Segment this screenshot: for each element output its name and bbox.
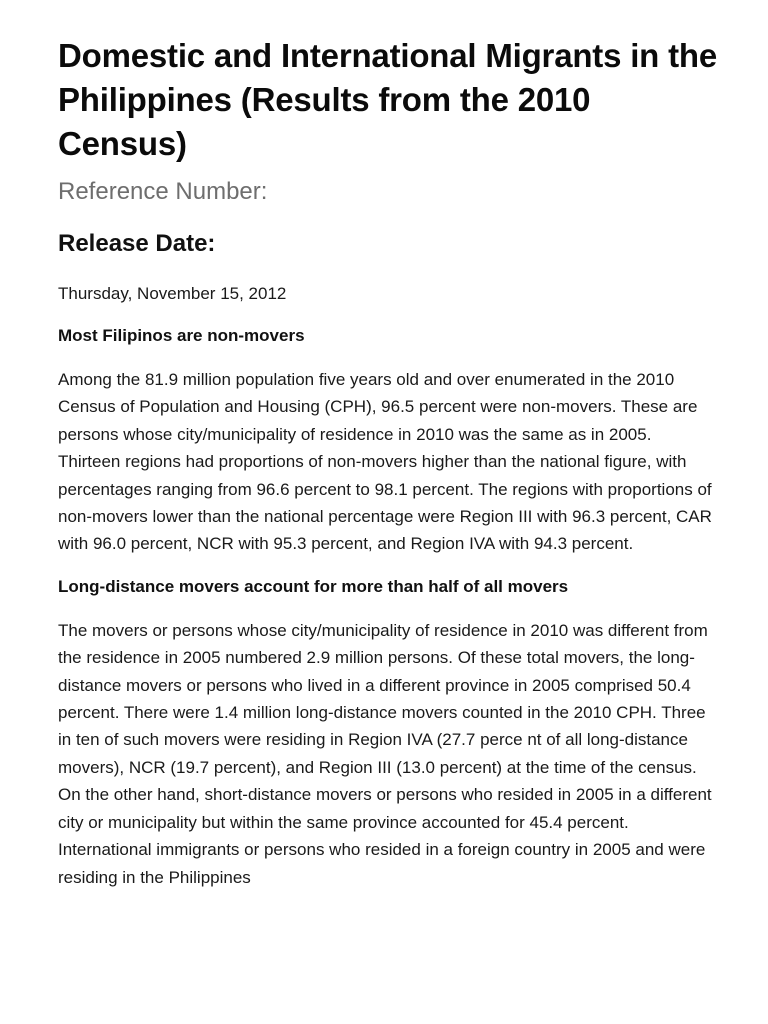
section-body-non-movers: Among the 81.9 million population five years old and over enumerated in the 2010 Census of Population and Housing (CPH), 96.5 percent were non-movers. These are persons whose city/municipality of residence in 2010 was the same as in 2005. Thirteen regions had proportions of non-movers higher than the national figure, with percentages ranging from 96.6 percent to 98.1 percent. The regions with proportions of non-movers lower than the national percentage were Region III with 96.3 percent, CAR with 96.0 percent, NCR with 95.3 percent, and Region IVA with 94.3 percent. — [58, 370, 712, 554]
section-body-long-distance: The movers or persons whose city/municipality of residence in 2010 was different from the residence in 2005 numbered 2.9 million persons. Of these total movers, the long-distance movers or persons who lived in a different province in 2005 comprised 50.4 percent. There were 1.4 million long-distance movers counted in the 2010 CPH. Three in ten of such movers were residing in Region IVA (27.7 perce nt of all long-distance movers), NCR (19.7 percent), and Region III (13.0 percent) at the time of the census. On the other hand, short-distance movers or persons who resided in 2005 in a different city or municipality but within the same province accounted for 45.4 percent. International immigrants or persons who resided in a foreign country in 2005 and were residing in the Philippines — [58, 620, 712, 887]
release-date-label: Release Date: — [58, 230, 216, 257]
section-heading-non-movers: Most Filipinos are non-movers — [58, 326, 305, 345]
page-title: Domestic and International Migrants in the Philippines (Results from the 2010 Census) — [58, 37, 718, 162]
reference-number-label: Reference Number: — [58, 178, 268, 205]
section-heading-long-distance: Long-distance movers account for more than half of all movers — [58, 576, 569, 596]
release-date-value: Thursday, November 15, 2012 — [58, 284, 287, 303]
